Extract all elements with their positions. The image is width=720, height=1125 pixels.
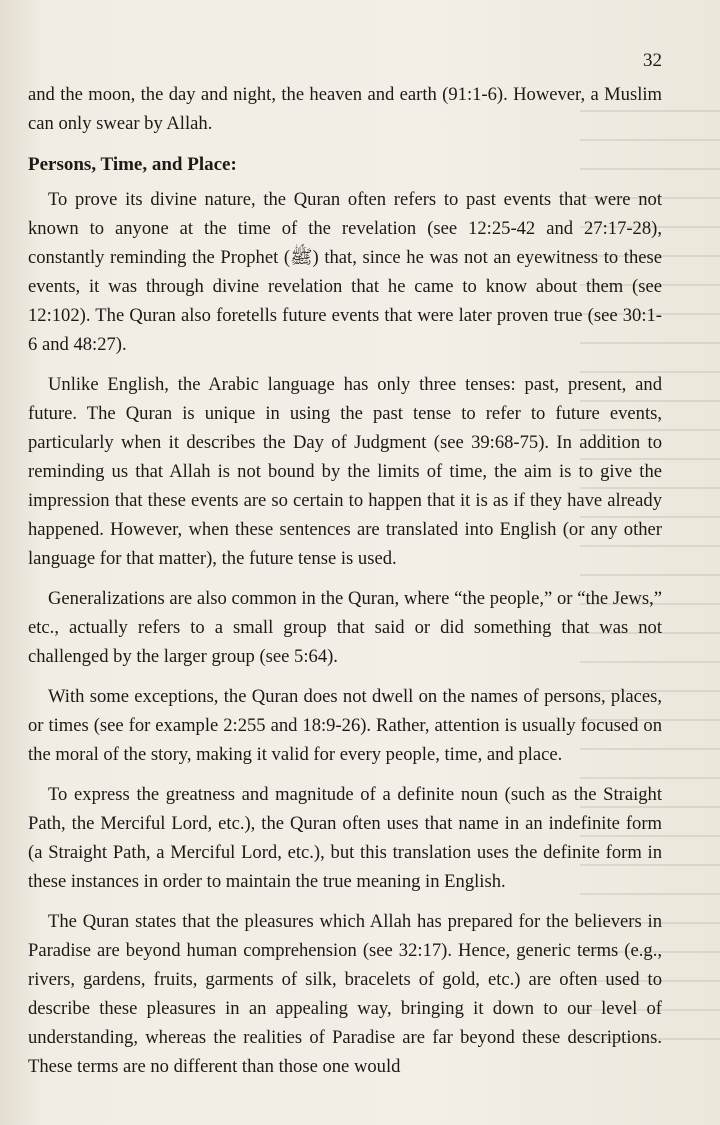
section-heading: Persons, Time, and Place:: [28, 154, 237, 175]
paragraph-definite-noun: To express the greatness and magnitude of a definite noun (such as the Straight Path, the Merciful Lord, etc.), the Quran often uses that name in an indefinite form (a Straight Path, a Merciful Lord, etc.), but this translation uses the definite form in these instances in order to maintain the true meaning in English.: [28, 784, 662, 892]
paragraph-generalizations: Generalizations are also common in the Quran, where “the people,” or “the Jews,” etc., actually refers to a small group that said or did something that was not challenged by the larger group (see 5:64).: [28, 588, 662, 667]
page-number: 32: [643, 50, 662, 71]
paragraph-paradise: The Quran states that the pleasures which Allah has prepared for the believers in Paradise are beyond human comprehension (see 32:17). Hence, generic terms (e.g., rivers, gardens, fruits, garments of silk, bracelets of gold, etc.) are often used to describe these pleasures in an appealing way, bringing it down to our level of understanding, whereas the realities of Paradise are far beyond these descriptions. These terms are no different than those one would: [28, 911, 662, 1077]
intro-paragraph: and the moon, the day and night, the heaven and earth (91:1-6). However, a Muslim can only swear by Allah.: [28, 84, 662, 134]
paragraph-tenses: Unlike English, the Arabic language has only three tenses: past, present, and future. The Quran is unique in using the past tense to refer to future events, particularly when it describes the Day of Judgment (see 39:68-75). In addition to reminding us that Allah is not bound by the limits of time, the aim is to give the impression that these events are so certain to happen that it is as if they have already happened. However, when these sentences are translated into English (or any other language for that matter), the future tense is used.: [28, 374, 662, 569]
paragraph-names: With some exceptions, the Quran does not dwell on the names of persons, places, or times (see for example 2:255 and 18:9-26). Rather, attention is usually focused on the moral of the story, making it valid for every people, time, and place.: [28, 686, 662, 765]
paragraph-past-events: To prove its divine nature, the Quran often refers to past events that were not known to anyone at the time of the revelation (see 12:25-42 and 27:17-28), constantly reminding the Prophet (ﷺ) that, since he was not an eyewitness to these events, it was through divine revelation that he came to know about them (see 12:102). The Quran also foretells future events that were later proven true (see 30:1-6 and 48:27).: [28, 189, 662, 355]
